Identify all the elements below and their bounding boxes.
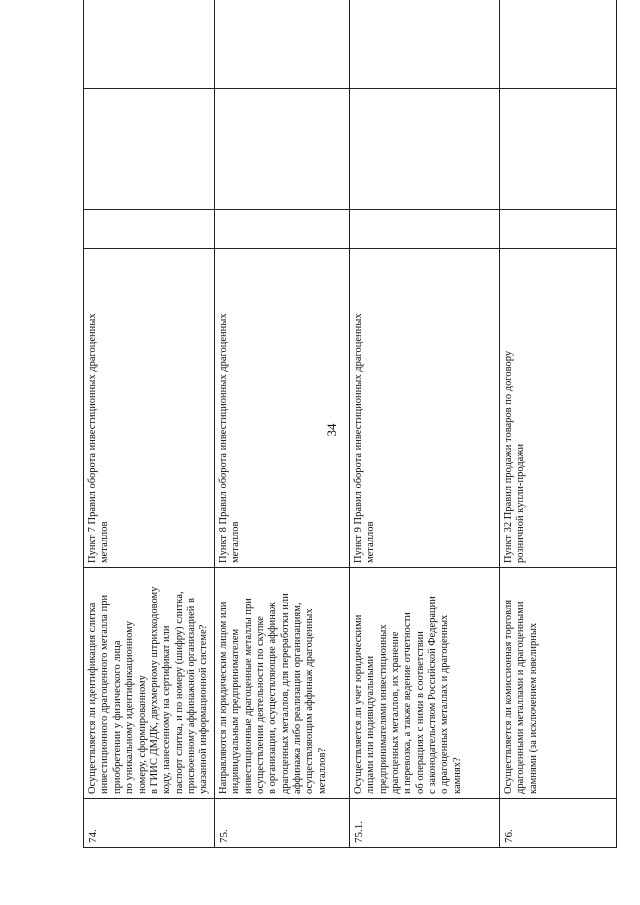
row-number: 75. <box>214 799 349 848</box>
reference-line: Пункт 9 Правил оборота инвестиционных драгоценных <box>352 313 364 563</box>
question-cell <box>84 568 215 799</box>
question-line: по уникальному идентификационному <box>124 620 136 794</box>
answer-cell-3[interactable] <box>84 0 215 89</box>
legal-reference-cell <box>349 249 499 568</box>
question-line: предпринимателями инвестиционных <box>377 624 389 794</box>
table-row <box>499 0 616 848</box>
reference-line: Пункт 8 Правил оборота инвестиционных драгоценных <box>217 313 229 563</box>
reference-line: Пункт 32 Правил продажи товаров по договору <box>502 350 514 563</box>
question-line: Направляются ли юридическим лицом или <box>217 601 229 794</box>
answer-cell-3[interactable] <box>349 0 499 89</box>
question-line: металлов? <box>316 747 328 794</box>
question-line: драгоценных металлов, для переработки или <box>279 593 291 794</box>
question-line: о драгоценных металлах и драгоценных <box>439 614 451 794</box>
page-number: 34 <box>324 423 339 437</box>
legal-reference-cell <box>499 249 616 568</box>
question-line: аффинажа либо реализации организациям, <box>292 602 303 794</box>
question-line: драгоценных металлов, их хранение <box>389 631 401 794</box>
question-line: коду, нанесенному на сертификат или <box>161 625 173 794</box>
answer-cell-1[interactable] <box>349 210 499 249</box>
question-cell <box>214 568 349 799</box>
question-line: Осуществляется ли комиссионная торговля <box>502 599 514 794</box>
question-line: камнях? <box>451 757 463 794</box>
answer-cell-3[interactable] <box>499 0 616 89</box>
question-line: присвоенному аффинажной организацией в <box>186 598 197 794</box>
question-line: камнями (за исключением ювелирных <box>527 622 539 794</box>
checklist-table <box>83 0 617 848</box>
question-line: в ГИИС ДМДК, двухмерному штрихкодовому <box>148 586 160 794</box>
legal-reference-cell <box>84 249 215 568</box>
answer-cell-3[interactable] <box>214 0 349 89</box>
reference-line: розничной купли-продажи <box>515 443 527 563</box>
checklist-table-wrapper <box>83 28 613 848</box>
answer-cell-2[interactable] <box>84 89 215 210</box>
reference-line: металлов <box>365 521 377 563</box>
question-line: осуществлении деятельности по скупке <box>254 616 266 794</box>
question-cell <box>499 568 616 799</box>
row-number: 76. <box>499 799 616 848</box>
question-line: индивидуальным предпринимателем <box>230 628 242 794</box>
question-line: инвестиционные драгоценные металлы при <box>242 598 254 794</box>
answer-cell-2[interactable] <box>349 89 499 210</box>
answer-cell-1[interactable] <box>84 210 215 249</box>
question-line: об операциях с ними в соответствии <box>414 631 426 794</box>
question-line: Осуществляется ли учет юридическими <box>352 614 364 794</box>
table-row <box>214 0 349 848</box>
question-line: лицами или индивидуальными <box>365 655 377 794</box>
question-line: инвестиционного драгоценного металла при <box>99 594 111 794</box>
question-line: номеру, сформированному <box>136 675 148 794</box>
question-line: приобретении у физического лица <box>111 640 123 794</box>
question-line: паспорт слитка, и по номеру (шифру) слитка, <box>173 591 185 794</box>
row-number: 74. <box>84 799 215 848</box>
question-line: и перевозка, а также ведение отчетности <box>402 612 414 794</box>
answer-cell-1[interactable] <box>214 210 349 249</box>
question-line: в организации, осуществляющие аффинаж <box>267 602 279 794</box>
answer-cell-2[interactable] <box>214 89 349 210</box>
question-line: указанной информационной системе? <box>198 624 210 794</box>
question-line: осуществляющим аффинаж драгоценных <box>304 608 316 794</box>
table-row <box>349 0 499 848</box>
question-line: с законодательством Российской Федерации <box>427 596 438 794</box>
reference-line: металлов <box>230 521 242 563</box>
answer-cell-2[interactable] <box>499 89 616 210</box>
row-number: 75.1. <box>349 799 499 848</box>
legal-reference-cell <box>214 249 349 568</box>
table-row <box>84 0 215 848</box>
reference-line: Пункт 7 Правил оборота инвестиционных драгоценных <box>87 313 98 563</box>
reference-line: металлов <box>99 521 111 563</box>
question-cell <box>349 568 499 799</box>
question-line: драгоценными металлами и драгоценными <box>515 601 527 794</box>
question-line: Осуществляется ли идентификация слитка <box>87 602 98 794</box>
answer-cell-1[interactable] <box>499 210 616 249</box>
